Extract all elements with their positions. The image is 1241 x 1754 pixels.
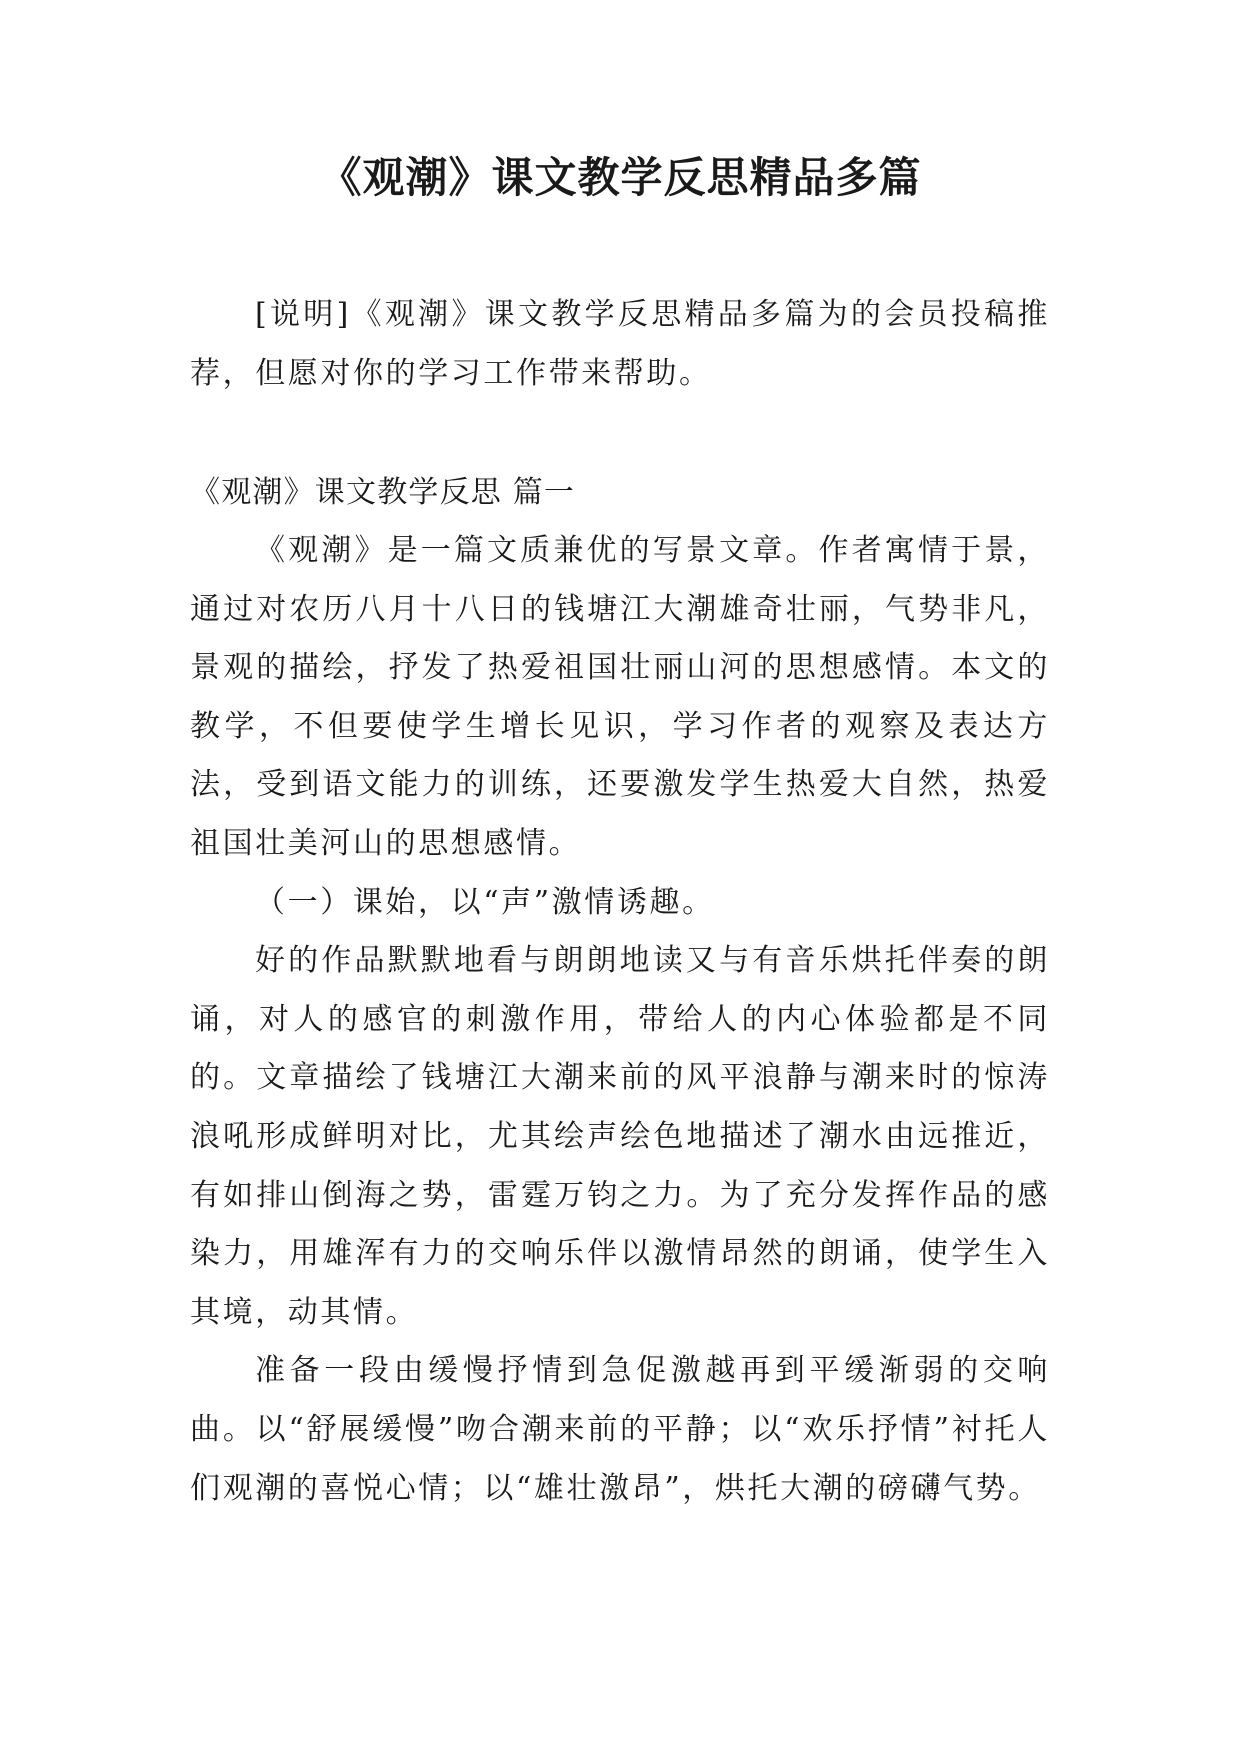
article-body bbox=[190, 522, 1050, 1518]
paragraph-3: 好的作品默默地看与朗朗地读又与有音乐烘托伴奏的朗诵，对人的感官的刺激作用，带给人的内心体验都是不同的。文章描绘了钱塘江大潮来前的风平浪静与潮来时的惊涛浪吼形成鲜明对比，尤其绘声绘色地描述了潮水由远推近，有如排山倒海之势，雷霆万钧之力。为了充分发挥作品的感染力，用雄浑有力的交响乐伴以激情昂然的朗诵，使学生入其境，动其情。 bbox=[190, 943, 1050, 1330]
paragraph-2: （一）课始，以“声”激情诱趣。 bbox=[255, 884, 715, 920]
paragraph-1: 《观潮》是一篇文质兼优的写景文章。作者寓情于景，通过对农历八月十八日的钱塘江大潮雄奇壮丽，气势非凡，景观的描绘，抒发了热爱祖国壮丽山河的思想感情。本文的教学，不但要使学生增长见识，学习作者的观察及表达方法，受到语文能力的训练，还要激发学生热爱大自然，热爱祖国壮美河山的思想感情。 bbox=[190, 533, 1050, 861]
intro-paragraph: [说明]《观潮》课文教学反思精品多篇为的会员投稿推荐，但愿对你的学习工作带来帮助。 bbox=[190, 297, 1050, 391]
page-title: 《观潮》课文教学反思精品多篇 bbox=[319, 153, 922, 202]
intro-block bbox=[190, 286, 1050, 403]
paragraph-4: 准备一段由缓慢抒情到急促激越再到平缓渐弱的交响曲。以“舒展缓慢”吻合潮来前的平静；以“欢乐抒情”衬托人们观潮的喜悦心情；以“雄壮激昂”，烘托大潮的磅礴气势。 bbox=[190, 1353, 1050, 1506]
section-heading: 《观潮》课文教学反思 篇一 bbox=[190, 475, 576, 510]
